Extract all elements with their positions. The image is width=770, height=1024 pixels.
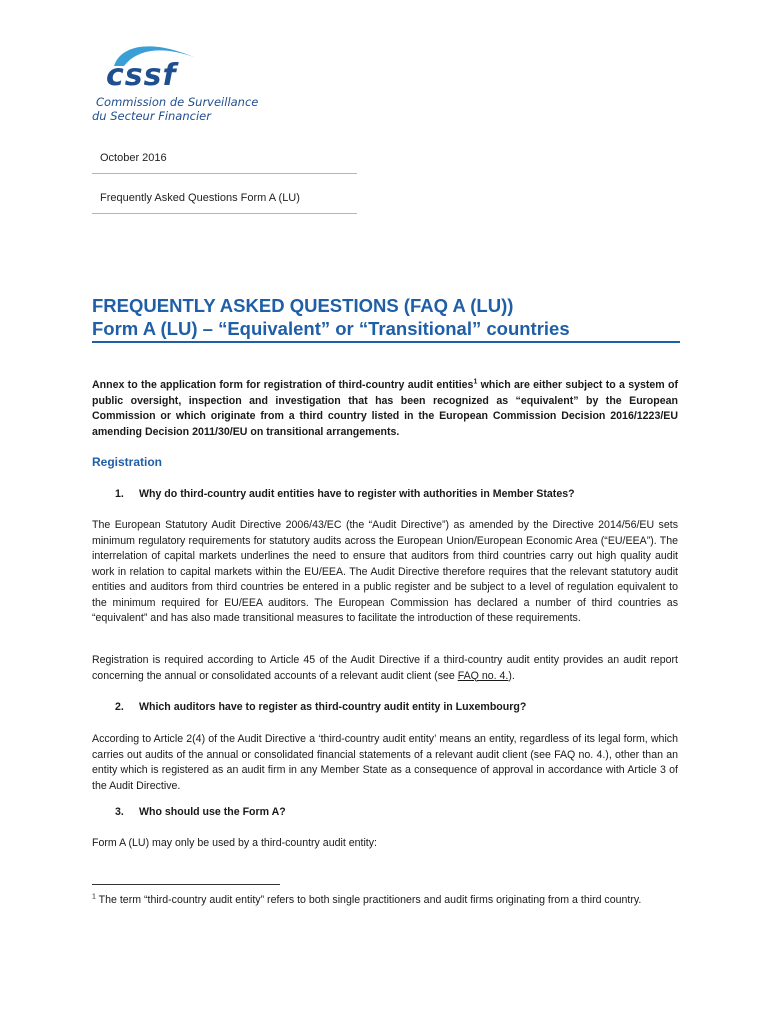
title-line2: Form A (LU) – “Equivalent” or “Transitional” countries — [92, 318, 570, 339]
footnote-ref[interactable]: 1 — [473, 378, 478, 386]
annex-intro — [92, 378, 678, 440]
section-heading: Registration — [92, 455, 163, 469]
title-underline — [92, 341, 680, 343]
question-text: Who should use the Form A? — [139, 806, 286, 818]
footnote — [92, 893, 678, 909]
question-number: 2. — [115, 701, 124, 713]
header-divider — [92, 213, 357, 214]
title-line1: FREQUENTLY ASKED QUESTIONS (FAQ A (LU)) — [92, 295, 514, 316]
question-2 — [115, 701, 526, 713]
question-text: Why do third-country audit entities have to register with authorities in Member States? — [139, 488, 575, 500]
header-doc-ref: Frequently Asked Questions Form A (LU) — [100, 192, 300, 204]
page-title — [92, 294, 680, 340]
question-1 — [115, 488, 575, 500]
paragraph-2 — [92, 653, 678, 684]
question-number: 1. — [115, 488, 124, 500]
header-divider — [92, 173, 357, 174]
question-3 — [115, 806, 286, 818]
logo-wordmark: cssf — [106, 58, 177, 93]
question-text: Which auditors have to register as third-country audit entity in Luxembourg? — [139, 701, 527, 713]
paragraph-2-text: Registration is required according to Article 45 of the Audit Directive if a third-country audit entity provides an audit report concerning the annual or consolidated accounts of a relevant audit client (see — [92, 654, 678, 682]
annex-text-end: which are either subject to a system of public oversight, inspection and investigation that has been recognized as “equivalent” by the European Commission or which originate from a third country listed in the European Commission Decision 2016/1223/EU amending Decision 2011/30/EU on transitional arrangements. — [92, 379, 679, 438]
footnote-text: The term “third-country audit entity” refers to both single practitioners and audit firms originating from a third country. — [95, 894, 642, 906]
footnote-number: 1 — [92, 893, 96, 901]
annex-text-start: Annex to the application form for registration of third-country audit entities — [92, 379, 474, 391]
faq-4-link[interactable]: FAQ no. 4. — [457, 669, 509, 682]
paragraph-2-end: ). — [508, 669, 515, 682]
logo-subtitle — [92, 95, 258, 123]
footnote-divider — [92, 884, 280, 885]
logo-subtitle-line2: du Secteur Financier — [92, 109, 211, 123]
paragraph-3: According to Article 2(4) of the Audit Directive a ‘third-country audit entity’ means an entity, regardless of its legal form, which carries out audits of the annual or consolidated financial statements of a relevant audit client (see FAQ no. 4.), other than an entity which is registered as an audit firm in any Member State as a consequence of approval in accordance with Article 3 of the Audit Directive. — [92, 733, 678, 792]
question-number: 3. — [115, 806, 124, 818]
logo-subtitle-line1: Commission de Surveillance — [96, 95, 259, 109]
header-date: October 2016 — [100, 152, 167, 164]
paragraph-1: The European Statutory Audit Directive 2006/43/EC (the “Audit Directive”) as amended by the Directive 2014/56/EU sets minimum regulatory requirements for statutory audits across the European Union/European Economic Area (“EU/EEA”). The interrelation of capital markets underlines the need to ensure that auditors from third countries carry out high quality audit work in relation to capital markets within the EU/EEA. The Audit Directive therefore requires that the relevant statutory audit entities and auditors from third countries be entered in a public register and be subject to a level of regulation equivalent to the minimum required for EU/EEA auditors. The European Commission has declared a number of third countries as “equivalent” and has also made transitional measures to facilitate the introduction of these requirements. — [92, 519, 678, 624]
paragraph-4: Form A (LU) may only be used by a third-country audit entity: — [92, 837, 377, 849]
